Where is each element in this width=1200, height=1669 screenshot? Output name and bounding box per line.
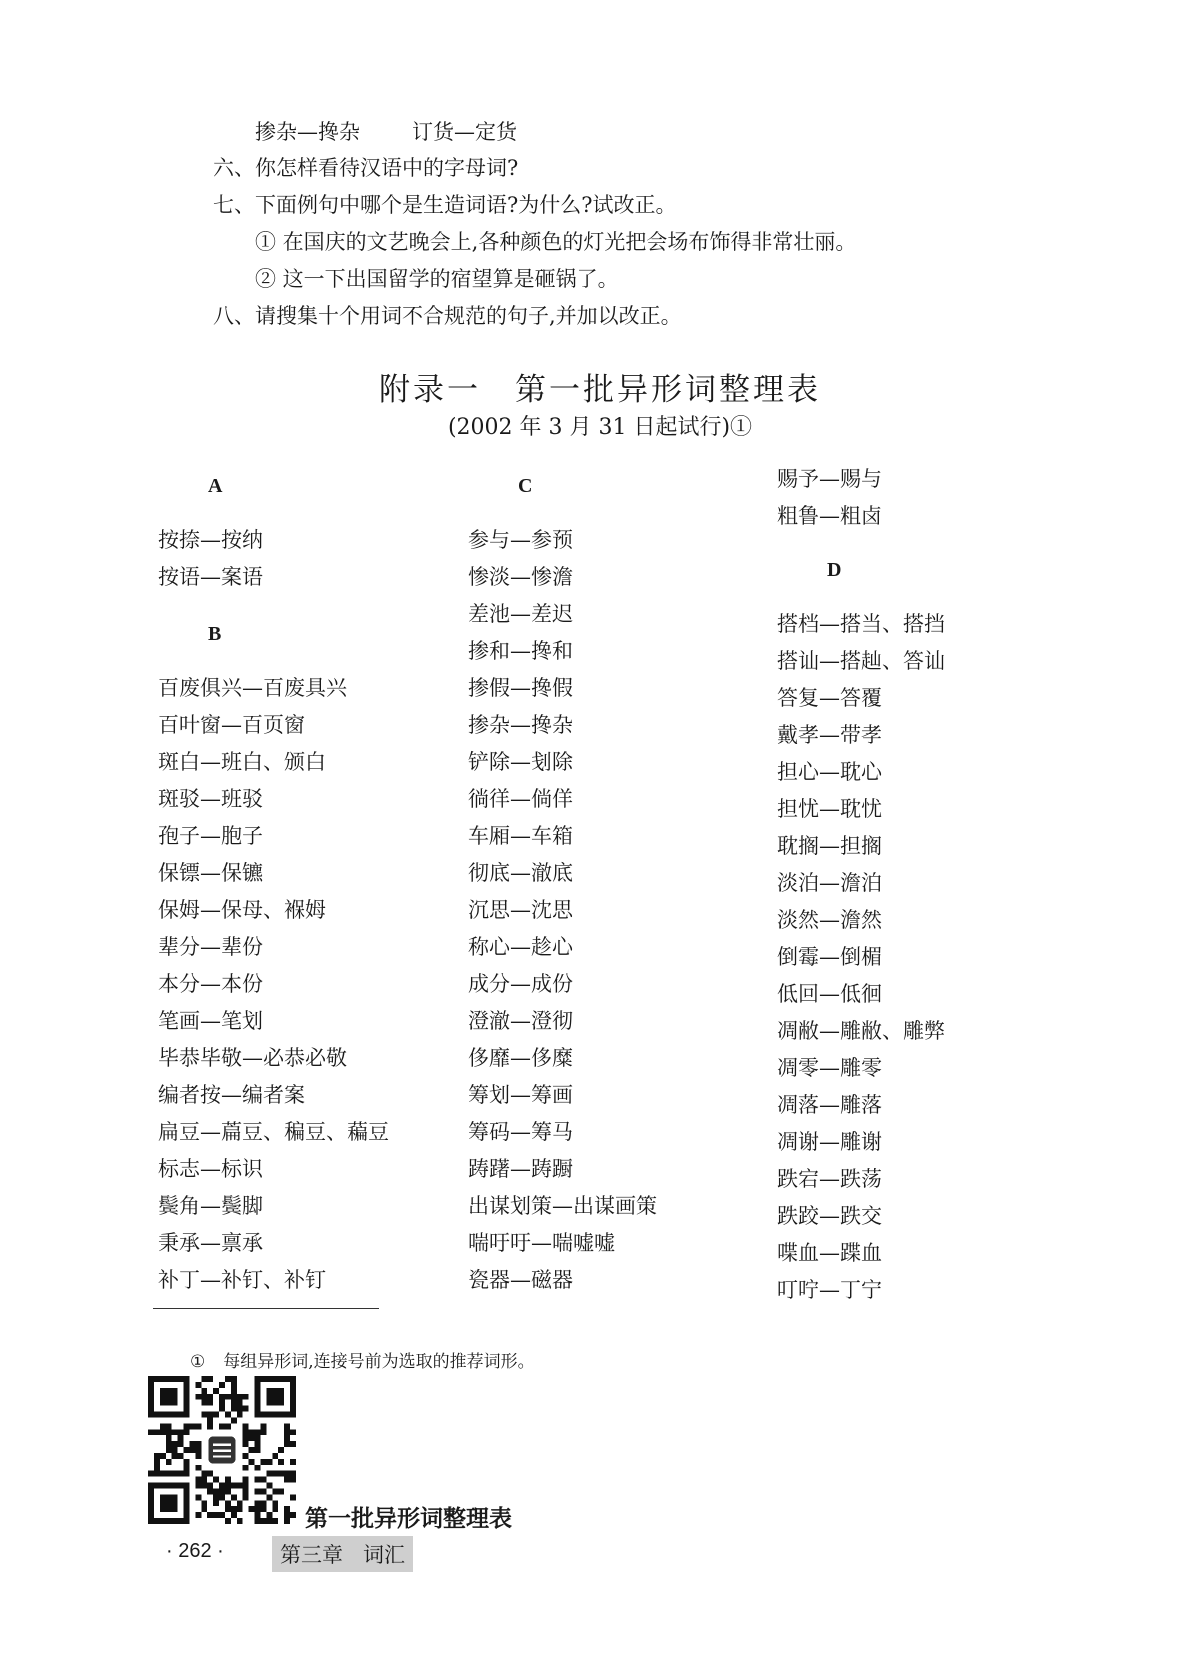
word-pair-entry: 百废俱兴—百废具兴 bbox=[158, 676, 347, 700]
word-pair-entry: 标志—标识 bbox=[158, 1157, 263, 1181]
word-pair-entry: 彻底—澈底 bbox=[468, 861, 573, 885]
column-c bbox=[468, 468, 657, 1299]
word-pair-entry: 筹划—筹画 bbox=[468, 1083, 573, 1107]
word-pair-entry: 辈分—辈份 bbox=[158, 935, 263, 959]
section-c-list bbox=[468, 522, 657, 1299]
column-a-b bbox=[158, 468, 389, 1299]
appendix-heading: 第一批异形词整理表 bbox=[515, 372, 821, 408]
word-pair-entry: 笔画—笔划 bbox=[158, 1009, 263, 1033]
chapter-number: 第三章 bbox=[280, 1543, 343, 1567]
section-a-list bbox=[158, 522, 389, 596]
word-pair-entry: 搭讪—搭赸、答讪 bbox=[777, 649, 945, 673]
word-pair-entry: 凋零—雕零 bbox=[777, 1056, 882, 1080]
word-pair-entry: 担心—耽心 bbox=[777, 760, 882, 784]
section-c-cont-list bbox=[777, 461, 945, 535]
word-pair-entry: 淡泊—澹泊 bbox=[777, 871, 882, 895]
word-pair-entry: 倒霉—倒楣 bbox=[777, 945, 882, 969]
word-pair-entry: 凋落—雕落 bbox=[777, 1093, 882, 1117]
word-pair-entry: 孢子—胞子 bbox=[158, 824, 263, 848]
word-pair-entry: 粗鲁—粗卤 bbox=[777, 504, 882, 528]
word-pair-entry: 掺和—搀和 bbox=[468, 639, 573, 663]
chapter-label bbox=[272, 1536, 413, 1572]
word-pair-entry: 跌跤—跌交 bbox=[777, 1204, 882, 1228]
section-b-list bbox=[158, 670, 389, 1299]
word-pair-entry: 编者按—编者案 bbox=[158, 1083, 305, 1107]
appendix-label: 附录一 bbox=[379, 372, 481, 408]
word-pair-entry: 徜徉—倘佯 bbox=[468, 787, 573, 811]
qr-code-icon[interactable] bbox=[148, 1376, 296, 1524]
word-pair-entry: 掺假—搀假 bbox=[468, 676, 573, 700]
word-pair-entry: 保镖—保镳 bbox=[158, 861, 263, 885]
word-pair-entry: 毕恭毕敬—必恭必敬 bbox=[158, 1046, 347, 1070]
word-pair-entry: 耽搁—担搁 bbox=[777, 834, 882, 858]
footnote-text: 每组异形词,连接号前为选取的推荐词形。 bbox=[223, 1352, 535, 1372]
word-pair-entry: 鬓角—鬓脚 bbox=[158, 1194, 263, 1218]
intro-pair: 订货—定货 bbox=[412, 120, 517, 144]
section-letter-d: D bbox=[827, 559, 842, 581]
word-pair-entry: 按语—案语 bbox=[158, 565, 263, 589]
word-pair-entry: 沉思—沈思 bbox=[468, 898, 573, 922]
word-pair-entry: 叮咛—丁宁 bbox=[777, 1278, 882, 1302]
question-7-example-1: ① 在国庆的文艺晚会上,各种颜色的灯光把会场布饰得非常壮丽。 bbox=[255, 230, 857, 254]
word-pair-entry: 车厢—车箱 bbox=[468, 824, 573, 848]
word-pair-entry: 成分—成份 bbox=[468, 972, 573, 996]
word-pair-entry: 称心—趁心 bbox=[468, 935, 573, 959]
word-pair-entry: 瓷器—磁器 bbox=[468, 1268, 573, 1292]
word-pair-entry: 差池—差迟 bbox=[468, 602, 573, 626]
page-number: · 262 · bbox=[166, 1540, 224, 1562]
question-8: 八、请搜集十个用词不合规范的句子,并加以改正。 bbox=[213, 304, 682, 328]
footnote bbox=[190, 1347, 535, 1372]
word-pair-entry: 秉承—禀承 bbox=[158, 1231, 263, 1255]
word-pair-entry: 扁豆—萹豆、稨豆、藊豆 bbox=[158, 1120, 389, 1144]
exercise-intro-pairs bbox=[255, 122, 517, 143]
section-letter-a: A bbox=[208, 475, 223, 497]
word-pair-entry: 凋敝—雕敝、雕弊 bbox=[777, 1019, 945, 1043]
chapter-title: 词汇 bbox=[363, 1543, 405, 1567]
question-6: 六、你怎样看待汉语中的字母词? bbox=[213, 156, 519, 180]
footnote-rule bbox=[153, 1308, 379, 1309]
intro-pair: 掺杂—搀杂 bbox=[255, 120, 360, 144]
word-pair-entry: 铲除—刬除 bbox=[468, 750, 573, 774]
word-pair-entry: 赐予—赐与 bbox=[777, 467, 882, 491]
word-pair-entry: 踌躇—踌蹰 bbox=[468, 1157, 573, 1181]
question-7-example-2: ② 这一下出国留学的宿望算是砸锅了。 bbox=[255, 267, 619, 291]
section-letter-c: C bbox=[518, 475, 533, 497]
word-pair-entry: 本分—本份 bbox=[158, 972, 263, 996]
word-pair-entry: 斑白—班白、颁白 bbox=[158, 750, 326, 774]
word-pair-entry: 担忧—耽忧 bbox=[777, 797, 882, 821]
word-pair-entry: 参与—参预 bbox=[468, 528, 573, 552]
word-pair-entry: 喘吁吁—喘嘘嘘 bbox=[468, 1231, 615, 1255]
qr-caption: 第一批异形词整理表 bbox=[305, 1506, 512, 1532]
word-pair-entry: 澄澈—澄彻 bbox=[468, 1009, 573, 1033]
footnote-marker: ① bbox=[190, 1352, 206, 1372]
word-pair-entry: 筹码—筹马 bbox=[468, 1120, 573, 1144]
word-pair-entry: 侈靡—侈糜 bbox=[468, 1046, 573, 1070]
word-pair-entry: 斑驳—班驳 bbox=[158, 787, 263, 811]
question-7: 七、下面例句中哪个是生造词语?为什么?试改正。 bbox=[213, 193, 677, 217]
appendix-title bbox=[0, 364, 1200, 409]
word-pair-entry: 掺杂—搀杂 bbox=[468, 713, 573, 737]
word-pair-entry: 喋血—蹀血 bbox=[777, 1241, 882, 1265]
section-letter-b: B bbox=[208, 623, 222, 645]
word-pair-entry: 补丁—补钉、补钉 bbox=[158, 1268, 326, 1292]
word-pair-entry: 淡然—澹然 bbox=[777, 908, 882, 932]
section-d-list bbox=[777, 606, 945, 1309]
word-pair-entry: 搭档—搭当、搭挡 bbox=[777, 612, 945, 636]
word-pair-entry: 凋谢—雕谢 bbox=[777, 1130, 882, 1154]
word-pair-entry: 按捺—按纳 bbox=[158, 528, 263, 552]
word-pair-entry: 低回—低徊 bbox=[777, 982, 882, 1006]
appendix-subtitle: (2002 年 3 月 31 日起试行)① bbox=[447, 415, 753, 440]
word-pair-entry: 答复—答覆 bbox=[777, 686, 882, 710]
word-pair-entry: 戴孝—带孝 bbox=[777, 723, 882, 747]
word-pair-entry: 保姆—保母、褓姆 bbox=[158, 898, 326, 922]
column-c-cont-d bbox=[777, 461, 945, 1309]
word-pair-entry: 百叶窗—百页窗 bbox=[158, 713, 305, 737]
word-pair-entry: 跌宕—跌荡 bbox=[777, 1167, 882, 1191]
word-pair-entry: 惨淡—惨澹 bbox=[468, 565, 573, 589]
word-pair-entry: 出谋划策—出谋画策 bbox=[468, 1194, 657, 1218]
